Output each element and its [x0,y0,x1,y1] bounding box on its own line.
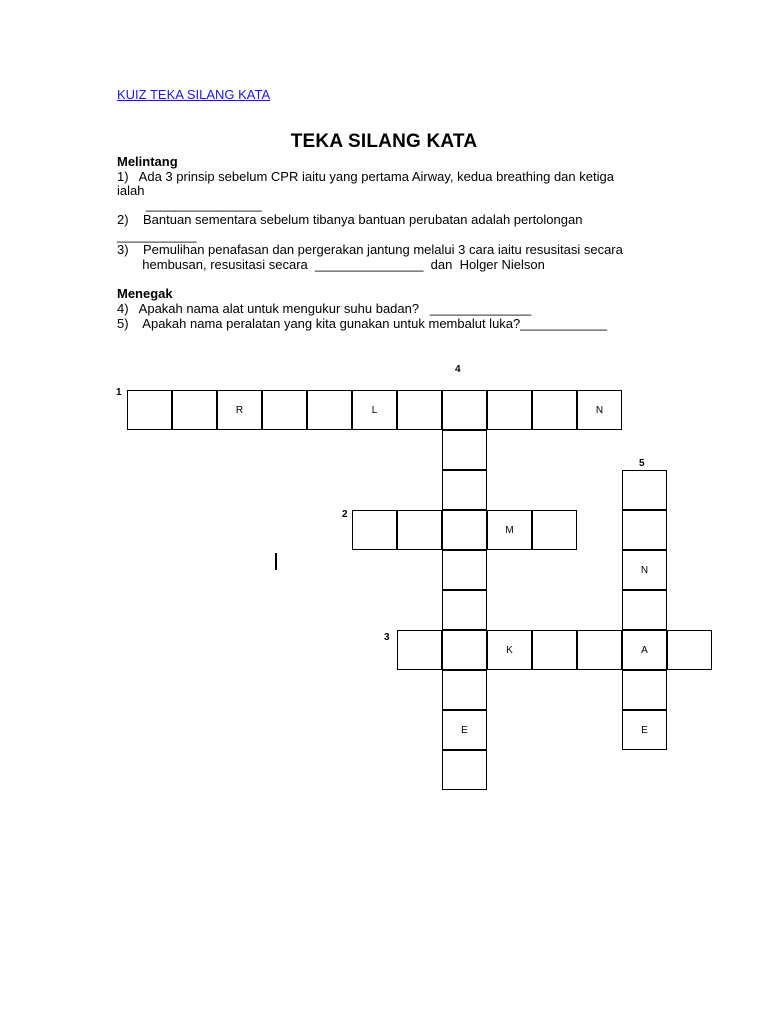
crossword-cell[interactable] [577,630,622,670]
crossword-cell[interactable] [622,590,667,630]
clue-3-line-1: 3) Pemulihan penafasan dan pergerakan jantung melalui 3 cara iaitu resusitasi secara [117,242,623,257]
page-title: TEKA SILANG KATA [290,131,478,152]
crossword-cell[interactable] [442,670,487,710]
crossword-cell[interactable]: R [217,390,262,430]
crossword-cell[interactable] [532,510,577,550]
across-heading: Melintang [117,154,178,169]
crossword-cell[interactable] [667,630,712,670]
crossword-cell[interactable] [442,430,487,470]
clue-number-2: 2 [342,509,348,520]
clue-1-line-1: 1) Ada 3 prinsip sebelum CPR iaitu yang pertama Airway, kedua breathing dan ketiga [117,169,614,184]
crossword-cell[interactable] [442,750,487,790]
clue-number-1: 1 [116,387,122,398]
crossword-cell[interactable] [442,390,487,430]
crossword-cell[interactable]: L [352,390,397,430]
crossword-cell[interactable] [622,470,667,510]
crossword-cell[interactable] [532,630,577,670]
crossword-cell[interactable] [442,590,487,630]
text-cursor [275,553,277,570]
crossword-cell[interactable] [127,390,172,430]
down-heading: Menegak [117,286,173,301]
clue-1-blank: ________________ [146,197,262,212]
crossword-cell[interactable] [532,390,577,430]
crossword-cell[interactable] [622,670,667,710]
crossword-cell[interactable] [442,510,487,550]
crossword-cell[interactable] [397,630,442,670]
crossword-cell[interactable]: N [622,550,667,590]
crossword-cell[interactable] [172,390,217,430]
clue-2-blank: ___________ [117,228,197,243]
crossword-cell[interactable] [397,510,442,550]
clue-number-4: 4 [455,364,461,375]
crossword-cell[interactable] [262,390,307,430]
clue-3-line-2: hembusan, resusitasi secara _______________ dan Holger Nielson [117,257,545,272]
clue-number-5: 5 [639,458,645,469]
clue-4: 4) Apakah nama alat untuk mengukur suhu badan? ______________ [117,301,532,316]
crossword-cell[interactable]: E [442,710,487,750]
crossword-cell[interactable] [397,390,442,430]
crossword-cell[interactable] [442,470,487,510]
crossword-cell[interactable]: E [622,710,667,750]
crossword-cell[interactable] [442,630,487,670]
crossword-cell[interactable] [487,390,532,430]
clue-1-line-2: ialah [117,183,145,198]
crossword-cell[interactable] [622,510,667,550]
quiz-title-link[interactable]: KUIZ TEKA SILANG KATA [117,87,271,102]
crossword-cell[interactable] [352,510,397,550]
crossword-cell[interactable]: A [622,630,667,670]
clue-2-line-1: 2) Bantuan sementara sebelum tibanya bantuan perubatan adalah pertolongan [117,212,583,227]
crossword-cell[interactable]: K [487,630,532,670]
clue-5: 5) Apakah nama peralatan yang kita gunakan untuk membalut luka?____________ [117,316,608,331]
crossword-cell[interactable] [442,550,487,590]
clue-number-3: 3 [384,632,390,643]
crossword-cell[interactable]: M [487,510,532,550]
crossword-cell[interactable] [307,390,352,430]
crossword-cell[interactable]: N [577,390,622,430]
